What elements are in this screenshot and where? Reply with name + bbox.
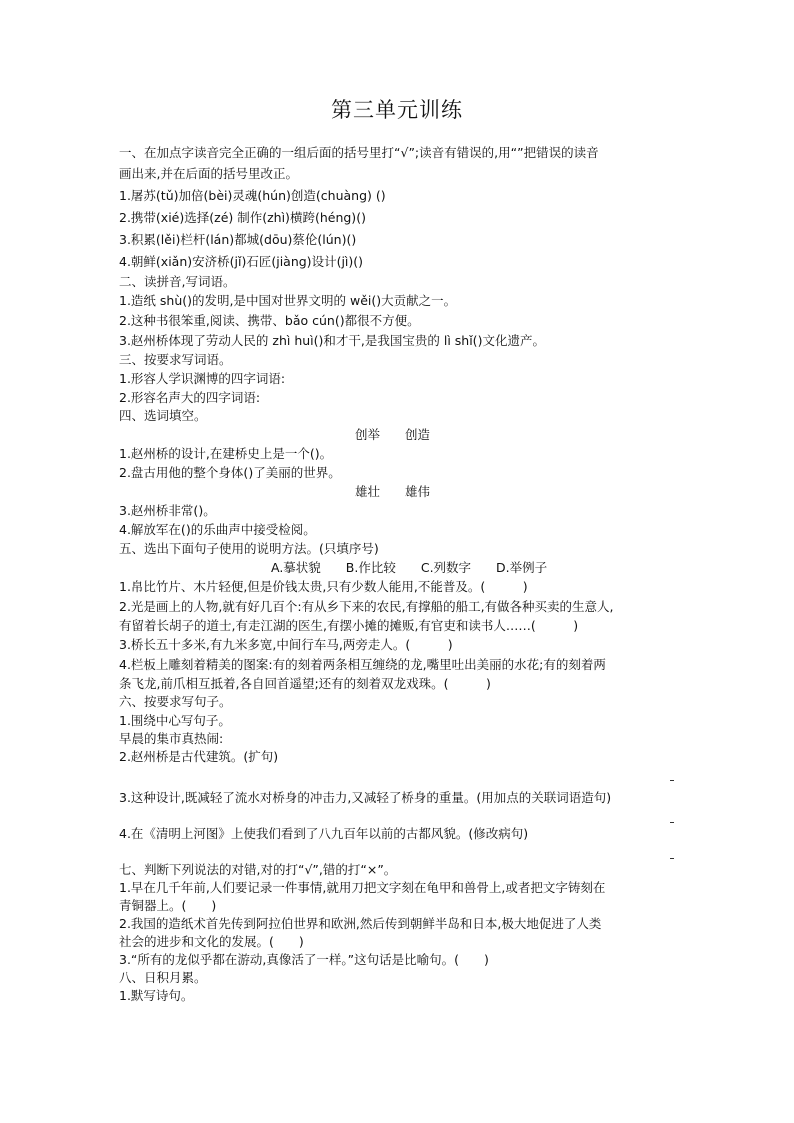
paren-close: )	[351, 232, 357, 247]
s6-line-1: 1.围绕中心写句子。	[119, 713, 231, 728]
answer-line-end-mark	[670, 780, 674, 781]
answer-line-end-mark	[670, 858, 674, 859]
section-1-heading-text-b: ”把错误的读音	[517, 145, 599, 160]
s1-row-4	[119, 254, 363, 270]
section-7-heading: 七、判断下列说法的对错,对的打“√”,错的打“×”。	[119, 862, 397, 877]
s6-line-1b	[119, 731, 223, 747]
s8-line-1: 1.默写诗句。	[119, 988, 194, 1003]
item: 蔡伦(lún)	[292, 232, 347, 247]
text: 2.盘古用他的整个身体(	[119, 465, 249, 480]
paren-open: (	[356, 210, 362, 225]
s5-line-2a: 2.光是画上的人物,就有好几百个:有从乡下来的农民,有撑船的船工,有做各种买卖的生意人,	[119, 599, 614, 614]
item: 选择(zé) 制作(zhì)	[184, 210, 290, 225]
text: 3.赵州桥非常(	[119, 503, 199, 518]
s7-line-1b: 青铜器上。( )	[119, 898, 217, 913]
s7-line-1a: 1.早在几千年前,人们要记录一件事情,就用刀把文字刻在龟甲和兽骨上,或者把文字铸刻在	[119, 880, 606, 895]
s2-line-3	[119, 333, 545, 349]
section-1-heading-text-a: 一、在加点字读音完全正确的一组后面的括号里打“√”;读音有错误的,用“	[119, 145, 518, 160]
s5-line-1: 1.帛比竹片、木片轻便,但是价钱太贵,只有少数人能用,不能普及。( )	[119, 579, 528, 594]
s4-line-2	[119, 465, 341, 481]
s6-line-2: 2.赵州桥是古代建筑。(扩句)	[119, 749, 279, 764]
item: 都城(dōu)	[234, 232, 293, 247]
s7-line-2b: 社会的进步和文化的发展。( )	[119, 934, 304, 949]
item: 1.屠苏(tǔ)	[119, 188, 179, 203]
s3-line-2	[119, 390, 308, 406]
s3-line-1	[119, 371, 333, 387]
page-title: 第三单元训练	[331, 98, 463, 122]
text: 2.这种书很笨重,阅读、携带、bǎo cún(	[119, 313, 340, 328]
text: 2.形容名声大的四字词语:	[119, 390, 261, 405]
text: 3.赵州桥体现了劳动人民的 zhì huì(	[119, 333, 319, 348]
text: )。	[314, 446, 333, 461]
text: )的乐曲声中接受检阅。	[185, 522, 316, 537]
section-1-heading-line2: 画出来,并在后面的括号里改正。	[119, 166, 298, 181]
s2-line-1	[119, 293, 456, 309]
word-choices-2: 雄壮 雄伟	[355, 484, 431, 499]
s4-line-1	[119, 446, 332, 462]
section-8-heading: 八、日积月累。	[119, 970, 207, 985]
item: 加倍(bèi)	[178, 188, 233, 203]
section-1-heading	[119, 145, 599, 161]
item: 设计(jì)	[311, 254, 354, 269]
item: 4.朝鲜(xiǎn)	[119, 254, 193, 269]
s5-line-3: 3.桥长五十多米,有九米多宽,中间行车马,两旁走人。( )	[119, 637, 453, 652]
paren-open: (	[353, 254, 359, 269]
text: )了美丽的世界。	[248, 465, 341, 480]
paren-close: )	[361, 210, 366, 225]
item: 创造(chuàng) (	[290, 188, 381, 203]
text: 1.造纸 shù(	[119, 293, 188, 308]
s1-row-3	[119, 232, 356, 248]
section-2-heading: 二、读拼音,写词语。	[119, 274, 236, 289]
text: 4.解放军在(	[119, 522, 186, 537]
s6-line-3: 3.这种设计,既减轻了流水对桥身的冲击力,又减轻了桥身的重量。(用加点的关联词语造句)	[119, 790, 612, 805]
item: 灵魂(hún)	[232, 188, 291, 203]
s2-line-2	[119, 313, 420, 329]
item: 栏杆(lán)	[180, 232, 235, 247]
paren-close: )	[380, 188, 386, 203]
text: )文化遗产。	[477, 333, 545, 348]
text: )大贡献之一。	[376, 293, 457, 308]
item: 2.携带(xié)	[119, 210, 185, 225]
answer-line-end-mark	[670, 822, 674, 823]
text: 早晨的集市真热闹:	[119, 731, 224, 746]
text: 1.形容人学识渊博的四字词语:	[119, 371, 286, 386]
s4-line-3	[119, 503, 216, 519]
text: )和才干,是我国宝贵的 lì shǐ(	[318, 333, 478, 348]
s1-row-2	[119, 210, 366, 226]
s5-line-2b: 有留着长胡子的道士,有走江湖的医生,有摆小摊的摊贩,有官吏和读书人……( )	[119, 618, 579, 633]
s5-line-4b: 条飞龙,前爪相互抵着,各自回首遥望;还有的刻着双龙戏珠。( )	[119, 676, 491, 691]
word-choices-1: 创举 创造	[355, 427, 431, 442]
s4-line-4	[119, 522, 316, 538]
method-options: A.摹状貌 B.作比较 C.列数字 D.举例子	[271, 560, 548, 575]
item: 石匠(jiàng)	[246, 254, 312, 269]
section-3-heading: 三、按要求写词语。	[119, 352, 232, 367]
text: )都很不方便。	[339, 313, 420, 328]
s7-line-2a: 2.我国的造纸术首先传到阿拉伯世界和欧洲,然后传到朝鲜半岛和日本,极大地促进了人类	[119, 916, 602, 931]
item: 横跨(héng)	[289, 210, 357, 225]
section-6-heading: 六、按要求写句子。	[119, 694, 232, 709]
text: )的发明,是中国对世界文明的 wěi(	[187, 293, 377, 308]
paren-open: (	[346, 232, 352, 247]
text: )。	[198, 503, 216, 518]
paren-close: )	[358, 254, 364, 269]
section-4-heading: 四、选词填空。	[119, 408, 207, 423]
item: 3.积累(lěi)	[119, 232, 181, 247]
s1-row-1	[119, 188, 386, 204]
s7-line-3: 3.“所有的龙似乎都在游动,真像活了一样。”这句话是比喻句。( )	[119, 952, 489, 967]
section-5-heading: 五、选出下面句子使用的说明方法。(只填序号)	[119, 541, 379, 556]
s5-line-4a: 4.栏板上雕刻着精美的图案:有的刻着两条相互缠绕的龙,嘴里吐出美丽的水花;有的刻着两	[119, 657, 606, 672]
s6-line-4: 4.在《清明上河图》上使我们看到了八九百年以前的古都风貌。(修改病句)	[119, 826, 529, 841]
item: 安济桥(jǐ)	[192, 254, 247, 269]
text: 1.赵州桥的设计,在建桥史上是一个(	[119, 446, 315, 461]
